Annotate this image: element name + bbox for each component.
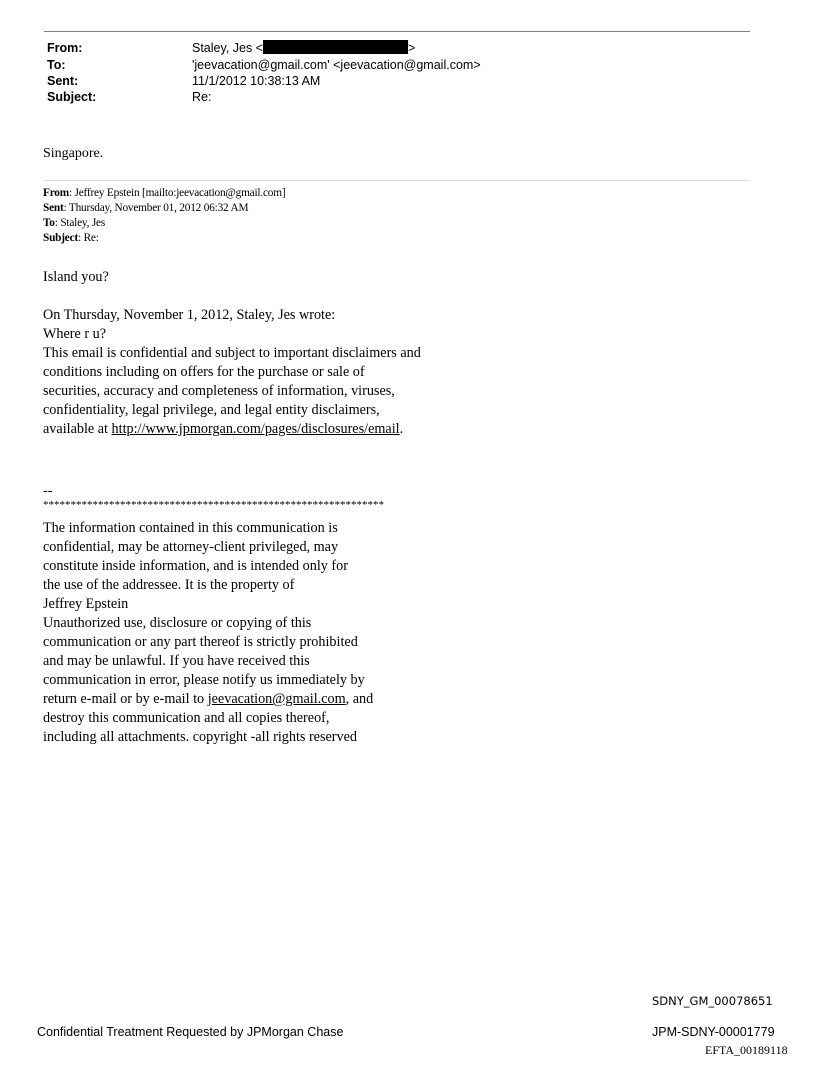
- signature-line: constitute inside information, and is intended only for: [43, 558, 348, 574]
- fwd-sent-row: Sent: Thursday, November 01, 2012 06:32 AM: [43, 202, 249, 214]
- to-label: To:: [47, 58, 66, 72]
- top-divider: [44, 31, 750, 32]
- bates-efta: EFTA_00189118: [705, 1043, 788, 1057]
- footer-confidential: Confidential Treatment Requested by JPMorgan Chase: [37, 1025, 344, 1039]
- sent-label: Sent:: [47, 74, 79, 88]
- quoted-divider: [44, 180, 750, 181]
- signature-stars: **************************************************************: [43, 499, 384, 511]
- redaction-box: [263, 40, 408, 54]
- fwd-from-row: From: Jeffrey Epstein [mailto:jeevacation@gmail.com]: [43, 187, 286, 199]
- bates-jpm: JPM-SDNY-00001779: [652, 1025, 775, 1039]
- signature-line: the use of the addressee. It is the property of: [43, 577, 295, 593]
- message-line: Island you?: [43, 269, 109, 285]
- to-value: 'jeevacation@gmail.com' <jeevacation@gmail.com>: [192, 58, 481, 72]
- disclosures-link[interactable]: http://www.jpmorgan.com/pages/disclosures/email: [111, 421, 400, 437]
- subject-label: Subject:: [47, 90, 97, 104]
- quote-intro: On Thursday, November 1, 2012, Staley, Jes wrote:: [43, 307, 336, 323]
- forwarded-header: [43, 186, 285, 246]
- bates-sdny: SDNY_GM_00078651: [652, 994, 773, 1008]
- signature-line: Jeffrey Epstein: [43, 596, 129, 612]
- disclaimer-line: confidentiality, legal privilege, and legal entity disclaimers,: [43, 402, 380, 418]
- from-value: Staley, Jes < >: [192, 41, 416, 55]
- email-link[interactable]: jeevacation@gmail.com: [207, 691, 346, 707]
- signature-dashes: --: [43, 483, 53, 499]
- quoted-message: [43, 306, 421, 439]
- sent-value: 11/1/2012 10:38:13 AM: [192, 74, 321, 88]
- from-label: From:: [47, 41, 83, 55]
- disclaimer-line: securities, accuracy and completeness of information, viruses,: [43, 383, 395, 399]
- quote-line: Where r u?: [43, 326, 107, 342]
- signature-line: Unauthorized use, disclosure or copying of this: [43, 615, 312, 631]
- signature-line: communication or any part thereof is strictly prohibited: [43, 634, 358, 650]
- disclaimer-line: This email is confidential and subject to important disclaimers and: [43, 345, 421, 361]
- reply-text: Singapore.: [43, 146, 104, 161]
- signature-line: including all attachments. copyright -all rights reserved: [43, 729, 358, 745]
- signature-line: communication in error, please notify us immediately by: [43, 672, 365, 688]
- disclaimer-last-line: available at http://www.jpmorgan.com/pages/disclosures/email.: [43, 421, 404, 437]
- signature-email-line: return e-mail or by e-mail to jeevacation@gmail.com, and: [43, 691, 374, 707]
- signature-line: The information contained in this communication is: [43, 520, 338, 536]
- signature-block: [43, 519, 373, 747]
- fwd-subject-row: Subject: Re:: [43, 232, 99, 244]
- signature-line: and may be unlawful. If you have received this: [43, 653, 310, 669]
- fwd-to-row: To: Staley, Jes: [43, 217, 106, 229]
- signature-line: confidential, may be attorney-client privileged, may: [43, 539, 339, 555]
- signature-line: destroy this communication and all copies thereof,: [43, 710, 330, 726]
- subject-value: Re:: [192, 90, 212, 104]
- disclaimer-line: conditions including on offers for the purchase or sale of: [43, 364, 365, 380]
